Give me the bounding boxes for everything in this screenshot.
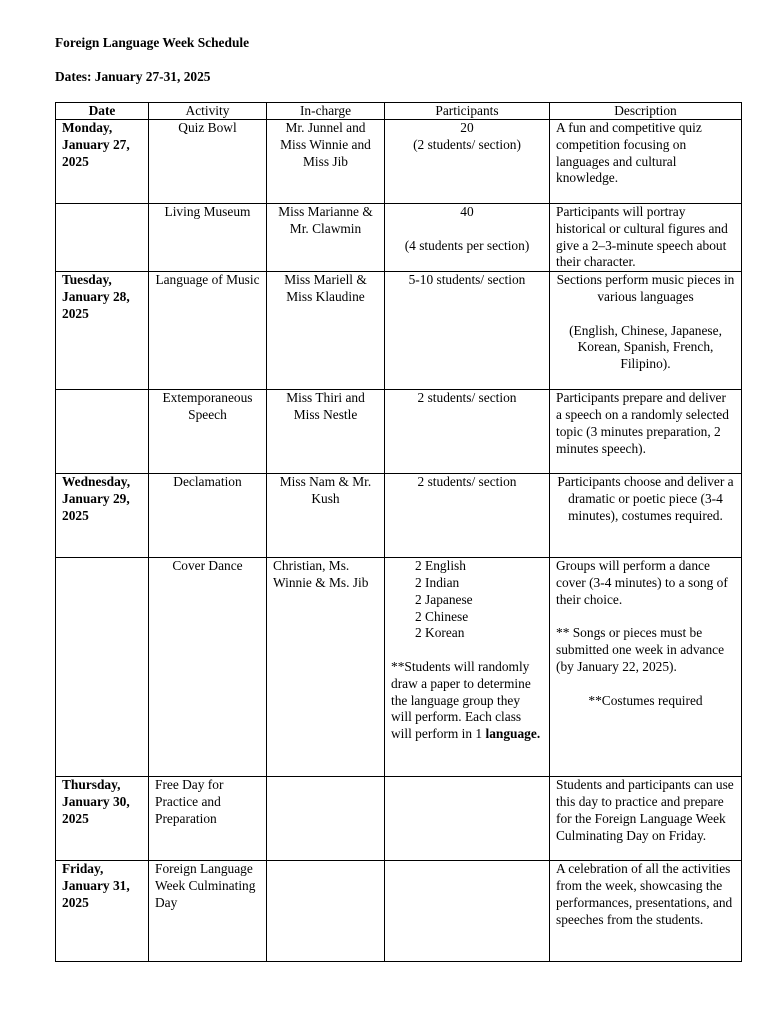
cell-description: A fun and competitive quiz competition focusing on languages and cultural knowledge.: [550, 120, 742, 204]
cell-description: [550, 558, 742, 777]
description-line: Groups will perform a dance cover (3-4 minutes) to a song of their choice.: [556, 558, 728, 607]
cell-date: [56, 558, 149, 777]
cell-participants: 2 students/ section: [385, 390, 550, 474]
participants-note-bold: language.: [485, 726, 541, 742]
table-row: [56, 120, 742, 204]
cell-incharge: Miss Nam & Mr. Kush: [267, 474, 385, 558]
cell-date: Thursday, January 30, 2025: [56, 777, 149, 861]
language-group: 2 Chinese: [415, 608, 469, 624]
header-date: Date: [56, 103, 149, 120]
cell-participants: [385, 558, 550, 777]
cell-incharge: [267, 861, 385, 962]
description-line: Sections perform music pieces in various languages: [556, 272, 735, 304]
participants-note-text: **Students will randomly draw a paper to determine the language group they will perform. Each class will perform in 1: [391, 658, 531, 742]
description-songs-note: ** Songs or pieces must be submitted one week in advance (by January 22, 2025).: [556, 625, 725, 674]
header-incharge: In-charge: [267, 103, 385, 120]
document-dates: Dates: January 27-31, 2025: [55, 69, 211, 84]
table-row: [56, 390, 742, 474]
language-group: 2 Indian: [415, 574, 460, 590]
language-group: 2 Japanese: [415, 591, 473, 607]
participants-detail: (2 students/ section): [413, 136, 521, 152]
cell-participants: [385, 204, 550, 272]
cell-date: [56, 204, 149, 272]
cell-description: Students and participants can use this day to practice and prepare for the Foreign Language Week Culminating Day on Friday.: [550, 777, 742, 861]
header-description: Description: [550, 103, 742, 120]
header-activity: Activity: [149, 103, 267, 120]
cell-activity: Free Day for Practice and Preparation: [149, 777, 267, 861]
table-row: [56, 777, 742, 861]
cell-activity: Foreign Language Week Culminating Day: [149, 861, 267, 962]
table-row: [56, 861, 742, 962]
language-group: 2 Korean: [415, 625, 465, 641]
cell-description: Participants choose and deliver a dramatic or poetic piece (3-4 minutes), costumes required.: [550, 474, 742, 558]
table-row: [56, 558, 742, 777]
table-row: [56, 272, 742, 390]
cell-activity: Cover Dance: [149, 558, 267, 777]
table-header-row: [56, 103, 742, 120]
cell-incharge: Miss Mariell & Miss Klaudine: [267, 272, 385, 390]
cell-incharge: Miss Thiri and Miss Nestle: [267, 390, 385, 474]
cell-activity: Declamation: [149, 474, 267, 558]
cell-incharge: Christian, Ms. Winnie & Ms. Jib: [267, 558, 385, 777]
document-title: Foreign Language Week Schedule: [55, 35, 250, 50]
cell-incharge: Miss Marianne & Mr. Clawmin: [267, 204, 385, 272]
cell-description: Participants prepare and deliver a speech on a randomly selected topic (3 minutes preparation, 2 minutes speech).: [550, 390, 742, 474]
cell-activity: Living Museum: [149, 204, 267, 272]
schedule-table: [55, 102, 742, 962]
cell-date: Friday, January 31, 2025: [56, 861, 149, 962]
cell-description: [550, 272, 742, 390]
cell-date: Wednesday, January 29, 2025: [56, 474, 149, 558]
cell-date: [56, 390, 149, 474]
cell-participants: 2 students/ section: [385, 474, 550, 558]
language-group: 2 English: [415, 558, 466, 574]
cell-activity: Language of Music: [149, 272, 267, 390]
cell-date: Tuesday, January 28, 2025: [56, 272, 149, 390]
cell-activity: Quiz Bowl: [149, 120, 267, 204]
header-participants: Participants: [385, 103, 550, 120]
participants-count: 40: [460, 204, 474, 219]
participants-note: [391, 659, 543, 743]
participants-detail: (4 students per section): [404, 237, 530, 253]
table-row: [56, 474, 742, 558]
cell-participants: [385, 861, 550, 962]
cell-participants: 5-10 students/ section: [385, 272, 550, 390]
cell-participants: [385, 120, 550, 204]
cell-description: Participants will portray historical or cultural figures and give a 2–3-minute speech about their character.: [550, 204, 742, 272]
cell-activity: Extemporaneous Speech: [149, 390, 267, 474]
participants-count: 20: [460, 120, 474, 135]
cell-participants: [385, 777, 550, 861]
cell-incharge: [267, 777, 385, 861]
cell-description: A celebration of all the activities from the week, showcasing the performances, presentations, and speeches from the students.: [550, 861, 742, 962]
description-costumes-note: **Costumes required: [588, 692, 703, 708]
cell-incharge: Mr. Junnel and Miss Winnie and Miss Jib: [267, 120, 385, 204]
cell-date: Monday, January 27, 2025: [56, 120, 149, 204]
table-row: [56, 204, 742, 272]
description-languages: (English, Chinese, Japanese, Korean, Spanish, French, Filipino).: [569, 322, 722, 372]
